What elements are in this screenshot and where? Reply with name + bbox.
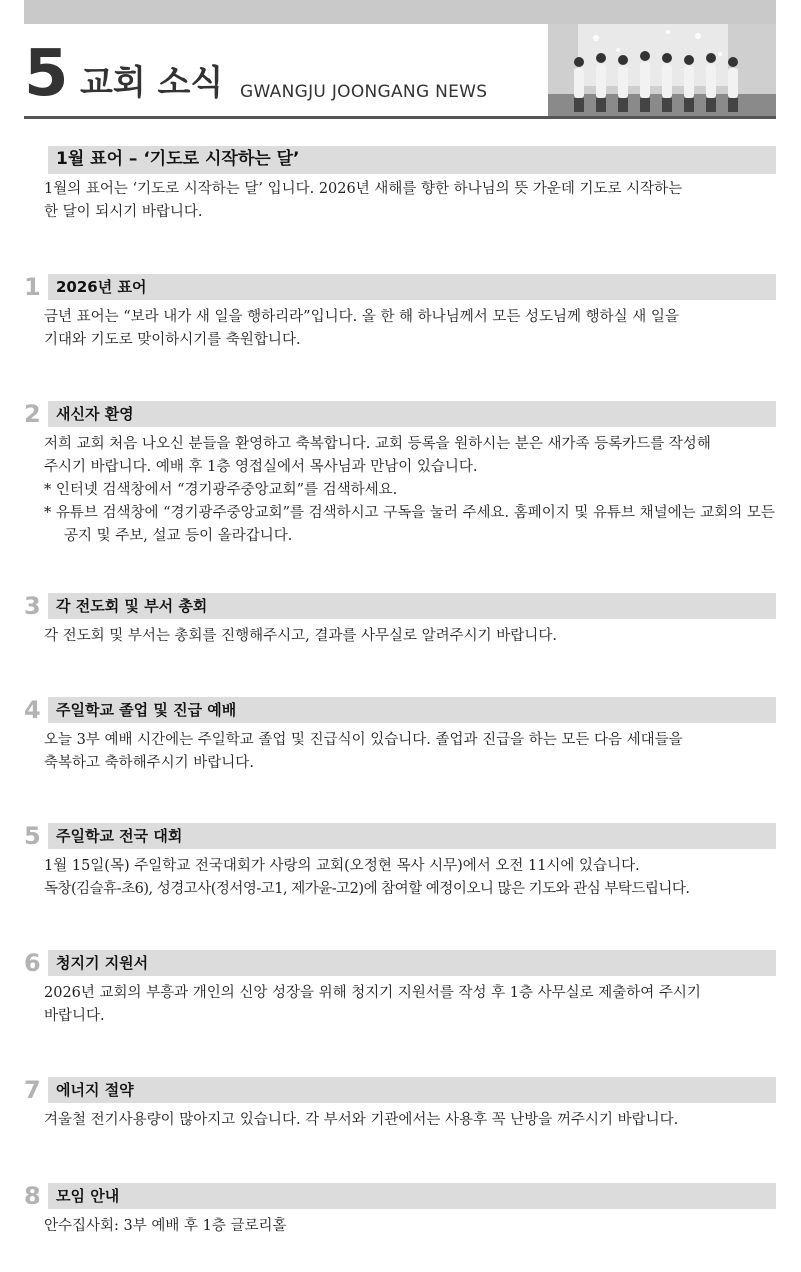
body-line: 겨울철 전기사용량이 많아지고 있습니다. 각 부서와 기관에서는 사용후 꼭 난방을 꺼주시기 바랍니다. [44, 1112, 679, 1128]
section-body [44, 729, 780, 775]
section-body [44, 1109, 780, 1132]
section-2 [24, 401, 776, 548]
section-1 [24, 274, 776, 352]
section-title: 모임 안내 [56, 1187, 120, 1205]
section-bar [48, 950, 776, 976]
section-title: 1월 표어 – ‘기도로 시작하는 달’ [56, 149, 300, 169]
section-body [44, 1215, 780, 1238]
section-body [44, 855, 780, 901]
choir-photo [548, 24, 776, 116]
note-line: * 인터넷 검색창에서 “경기광주중앙교회”를 검색하세요. [44, 482, 398, 498]
body-line: 독창(김슬휴-초6), 성경고사(정서영-고1, 제가윤-고2)에 참여할 예정이오니 많은 기도와 관심 부탁드립니다. [44, 881, 690, 897]
section-bar [48, 401, 776, 427]
section-title: 주일학교 전국 대회 [56, 827, 183, 845]
section-bar [48, 274, 776, 300]
section-number: 6 [24, 949, 41, 977]
section-4 [24, 697, 776, 775]
section-7 [24, 1077, 776, 1132]
body-line: 금년 표어는 “보라 내가 새 일을 행하리라”입니다. 올 한 해 하나님께서 모든 성도님께 행하실 새 일을 [44, 309, 679, 325]
section-body [44, 433, 780, 548]
section-8 [24, 1183, 776, 1238]
section-body [44, 982, 780, 1028]
section-body [44, 306, 780, 352]
header-rule [24, 116, 776, 119]
section-title: 주일학교 졸업 및 진급 예배 [56, 701, 237, 719]
section-title: 새신자 환영 [56, 405, 134, 423]
section-6 [24, 950, 776, 1028]
section-body [44, 625, 780, 648]
section-3 [24, 593, 776, 648]
section-number: 7 [24, 1076, 41, 1104]
section-bar [48, 1077, 776, 1103]
section-number: 2 [24, 400, 41, 428]
body-line: 각 전도회 및 부서는 총회를 진행해주시고, 결과를 사무실로 알려주시기 바랍니다. [44, 628, 557, 644]
body-line: 기대와 기도로 맞이하시기를 축원합니다. [44, 332, 301, 348]
body-line: 오늘 3부 예배 시간에는 주일학교 졸업 및 진급식이 있습니다. 졸업과 진급을 하는 모든 다음 세대들을 [44, 732, 683, 748]
body-line: 1월 15일(목) 주일학교 전국대회가 사랑의 교회(오정현 목사 시무)에서 오전 11시에 있습니다. [44, 858, 640, 874]
page-header [24, 24, 776, 118]
section-bar [48, 1183, 776, 1209]
body-line: 바랍니다. [44, 1008, 105, 1024]
page-number: 5 [24, 37, 67, 111]
page-subtitle: GWANGJU JOONGANG NEWS [240, 82, 488, 102]
body-line: 안수집사회: 3부 예배 후 1층 글로리홀 [44, 1218, 287, 1234]
section-number: 5 [24, 822, 41, 850]
top-band [24, 0, 776, 24]
body-line: 축복하고 축하해주시기 바랍니다. [44, 755, 254, 771]
body-line: 2026년 교회의 부흥과 개인의 신앙 성장을 위해 청지기 지원서를 작성 후 1층 사무실로 제출하여 주시기 [44, 985, 701, 1001]
page-title: 교회 소식 [80, 63, 224, 103]
section-number: 8 [24, 1182, 41, 1210]
section-title: 각 전도회 및 부서 총회 [56, 597, 208, 615]
body-line: 저희 교회 처음 나오신 분들을 환영하고 축복합니다. 교회 등록을 원하시는 분은 새가족 등록카드를 작성해 [44, 436, 711, 452]
section-body [44, 178, 780, 224]
section-5 [24, 823, 776, 901]
section-title: 청지기 지원서 [56, 954, 149, 972]
body-line: 한 달이 되시기 바랍니다. [44, 204, 203, 220]
body-line: 주시기 바랍니다. 예배 후 1층 영접실에서 목사님과 만남이 있습니다. [44, 459, 478, 475]
section-number: 3 [24, 592, 41, 620]
section-title: 2026년 표어 [56, 278, 147, 296]
note-line: * 유튜브 검색창에 “경기광주중앙교회”를 검색하시고 구독을 눌러 주세요. 홈페이지 및 유튜브 채널에는 교회의 모든 공지 및 주보, 설교 등이 올라갑니다. [44, 505, 775, 544]
section-title: 에너지 절약 [56, 1081, 134, 1099]
body-line: 1월의 표어는 ‘기도로 시작하는 달’ 입니다. 2026년 새해를 향한 하나님의 뜻 가운데 기도로 시작하는 [44, 181, 683, 197]
section-number: 4 [24, 696, 41, 724]
section-number: 1 [24, 273, 41, 301]
section-monthly-motto [24, 146, 776, 224]
